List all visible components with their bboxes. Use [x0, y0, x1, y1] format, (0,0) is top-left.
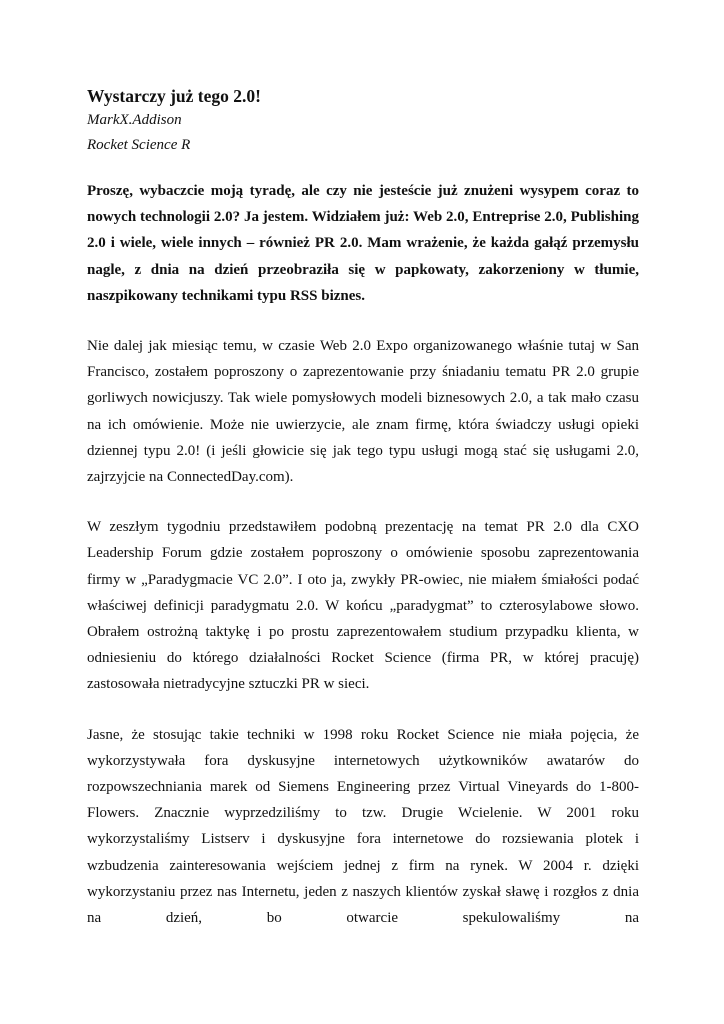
article-lead: Proszę, wybaczcie moją tyradę, ale czy nie jesteście już znużeni wysypem coraz to nowych technologii 2.0? Ja jestem. Widziałem już: Web 2.0, Entreprise 2.0, Publishing 2.0 i wiele, wiele innych – również PR 2.0. Mam wrażenie, że każda gałąź przemysłu nagle, z dnia na dzień przeobraziła się w papkowaty, zakorzeniony w tłumie, naszpikowany technikami typu RSS biznes.	[87, 183, 639, 304]
article-paragraph-3: Jasne, że stosując takie techniki w 1998 roku Rocket Science nie miała pojęcia, że wykorzystywała fora dyskusyjne internetowych użytkowników awatarów do rozpowszechniania marek od Siemens Engineering przez Virtual Vineyards do 1-800-Flowers. Znacznie wyprzedziliśmy to tzw. Drugie Wcielenie. W 2001 roku wykorzystaliśmy Listserv i dyskusyjne fora internetowe do rozsiewania plotek i wzbudzenia zainteresowania wejściem jednej z firm na rynek. W 2004 r. dzięki wykorzystaniu przez nas Internetu, jeden z naszych klientów zyskał sławę i rozgłos z dnia na dzień, bo otwarcie spekulowaliśmy na	[87, 726, 639, 927]
article-company: Rocket Science R	[87, 137, 191, 153]
document-page	[87, 84, 639, 931]
article-paragraph-2: W zeszłym tygodniu przedstawiłem podobną prezentację na temat PR 2.0 dla CXO Leadership Forum gdzie zostałem poproszony o omówienie sposobu zaprezentowania firmy w „Paradygmacie VC 2.0”. I oto ja, zwykły PR-owiec, nie miałem śmiałości podać właściwej definicji paradygmatu 2.0. W końcu „paradygmat” to czterosylabowe słowo. Obrałem ostrożną taktykę i po prostu zaprezentowałem studium przypadku klienta, w odniesieniu do którego działalności Rocket Science (firma PR, w której pracuję) zastosowała nietradycyjne sztuczki PR w sieci.	[87, 519, 639, 693]
article-paragraph-1: Nie dalej jak miesiąc temu, w czasie Web 2.0 Expo organizowanego właśnie tutaj w San Francisco, zostałem poproszony o zaprezentowanie przy śniadaniu tematu PR 2.0 grupie gorliwych nowicjuszy. Tak wiele pomysłowych modeli biznesowych 2.0, a tak mało czasu na ich omówienie. Może nie uwierzycie, ale znam firmę, która świadczy usługi opieki dziennej typu 2.0! (i jeśli głowicie się jak tego typu usługi mogą stać się usługami 2.0, zajrzyjcie na ConnectedDay.com).	[87, 338, 639, 486]
article-title: Wystarczy już tego 2.0!	[87, 86, 261, 106]
article-author: MarkX.Addison	[87, 112, 182, 128]
